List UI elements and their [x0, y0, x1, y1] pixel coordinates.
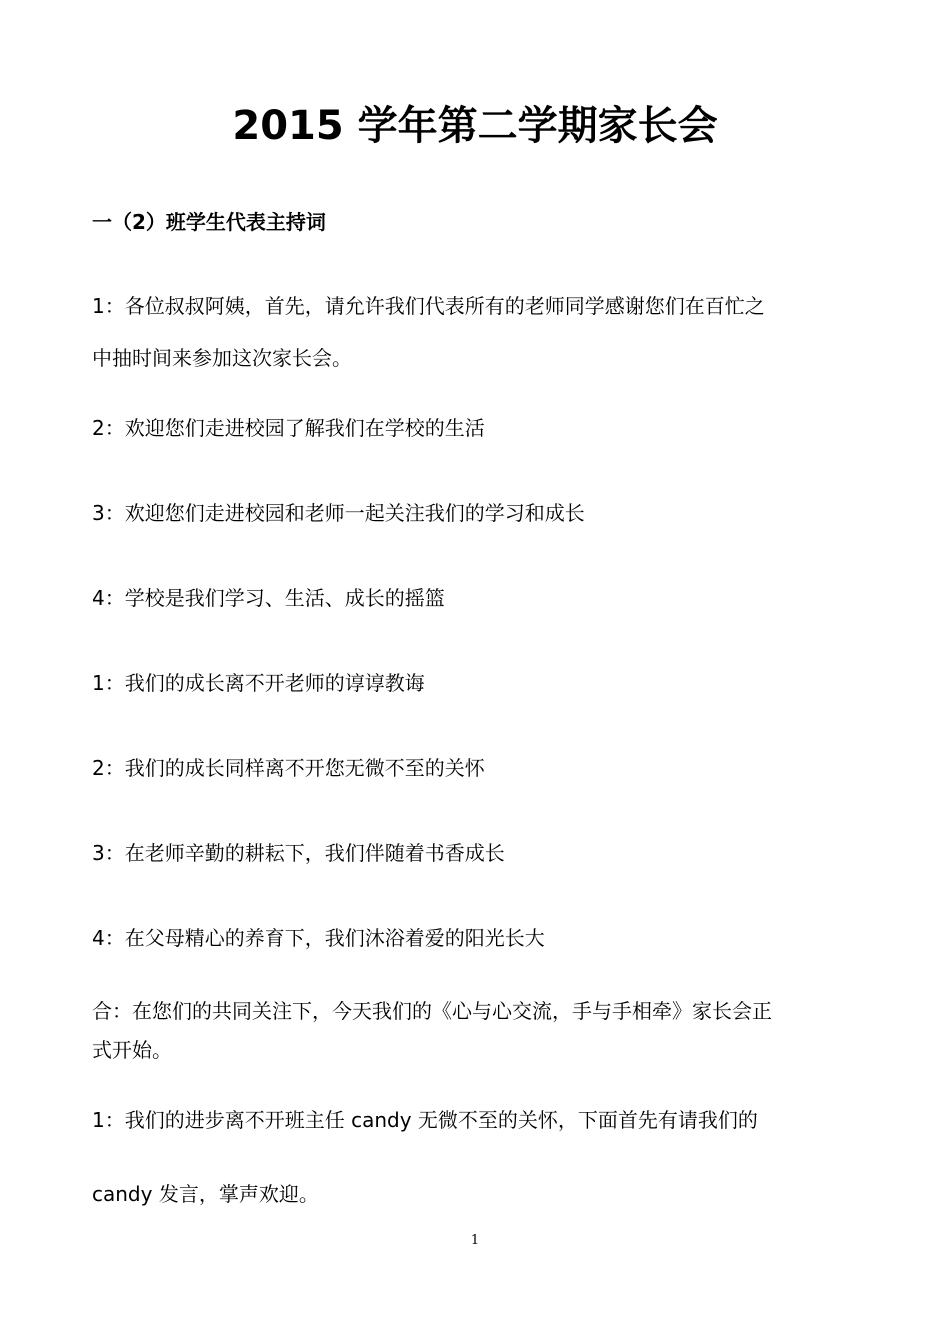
page-number: 1 [470, 1233, 480, 1248]
paragraph-line: 式开始。 [92, 1038, 172, 1062]
paragraph-line: 2：欢迎您们走进校园了解我们在学校的生活 [92, 416, 485, 440]
paragraph-line: 1：各位叔叔阿姨，首先，请允许我们代表所有的老师同学感谢您们在百忙之 [92, 294, 765, 318]
paragraph-line: 中抽时间来参加这次家长会。 [92, 346, 352, 370]
paragraph-line: 4：学校是我们学习、生活、成长的摇篮 [92, 586, 445, 610]
paragraph-line: 1：我们的成长离不开老师的谆谆教诲 [92, 671, 425, 695]
document-subtitle: 一（2）班学生代表主持词 [92, 210, 326, 234]
paragraph-line: 4：在父母精心的养育下，我们沐浴着爱的阳光长大 [92, 926, 545, 950]
paragraph-line: 1：我们的进步离不开班主任 candy 无微不至的关怀，下面首先有请我们的 [92, 1108, 758, 1132]
paragraph-line: 3：在老师辛勤的耕耘下，我们伴随着书香成长 [92, 841, 505, 865]
document-title: 2015 学年第二学期家长会 [232, 103, 718, 149]
paragraph-line: 2：我们的成长同样离不开您无微不至的关怀 [92, 756, 485, 780]
paragraph-line: 合：在您们的共同关注下，今天我们的《心与心交流，手与手相牵》家长会正 [92, 999, 772, 1023]
paragraph-line: 3：欢迎您们走进校园和老师一起关注我们的学习和成长 [92, 501, 585, 525]
paragraph-line: candy 发言，掌声欢迎。 [92, 1182, 319, 1206]
